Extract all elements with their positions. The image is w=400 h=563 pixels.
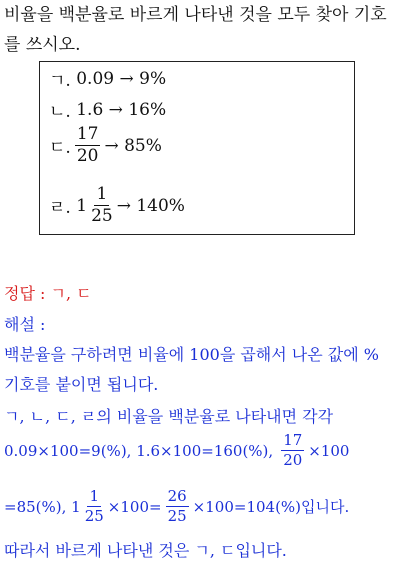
- option-a-label: ㄱ.: [49, 71, 71, 91]
- option-d: [49, 186, 185, 225]
- option-b: [49, 97, 166, 122]
- answer-value: ㄱ, ㄷ: [50, 284, 92, 303]
- option-d-rest: → 140%: [116, 195, 185, 216]
- option-c-denominator: 20: [76, 146, 99, 166]
- explanation-line-5-fraction-2-numerator: 26: [167, 487, 187, 505]
- option-d-whole: 1: [76, 195, 88, 216]
- explanation-line-5-fraction-2: [166, 489, 189, 524]
- option-d-label: ㄹ.: [49, 198, 71, 218]
- explanation-line-5-fraction-1: [85, 489, 104, 524]
- option-b-label: ㄴ.: [49, 102, 71, 122]
- option-d-numerator: 1: [96, 184, 108, 204]
- question-line-1: 비율을 백분율로 바르게 나타낸 것을 모두 찾아 기호: [4, 5, 387, 25]
- explanation-line-5-part-2: ×100=: [107, 497, 162, 516]
- explanation-label: 해설 :: [4, 315, 46, 334]
- option-d-fraction: [91, 186, 113, 225]
- option-b-expr: 1.6 → 16%: [76, 99, 167, 120]
- explanation-line-4: [4, 433, 349, 468]
- explanation-line-3: ㄱ, ㄴ, ㄷ, ㄹ의 비율을 백분율로 나타내면 각각: [4, 407, 334, 426]
- explanation-line-2: 기호를 붙이면 됩니다.: [4, 375, 159, 394]
- option-c-numerator: 17: [76, 124, 99, 144]
- explanation-line-5-fraction-1-denominator: 25: [84, 507, 104, 525]
- option-c-fraction: [75, 126, 101, 165]
- explanation-line-4-part-2: ×100: [308, 441, 350, 460]
- option-c-rest: → 85%: [104, 135, 162, 156]
- option-c-label: ㄷ.: [49, 138, 71, 158]
- explanation-line-5-part-1: =85(%), 1: [4, 497, 81, 516]
- answer-label: 정답 :: [4, 284, 46, 303]
- explanation-line-5-fraction-1-numerator: 1: [89, 487, 100, 505]
- explanation-line-4-fraction: [281, 433, 304, 468]
- answer-line: [4, 284, 92, 304]
- explanation-line-4-numerator: 17: [283, 431, 303, 449]
- explanation-line-5-part-3: ×100=104(%)입니다.: [192, 497, 350, 516]
- explanation-line-4-denominator: 20: [283, 451, 303, 469]
- explanation-line-5: [4, 489, 349, 524]
- explanation-line-6: 따라서 바르게 나타낸 것은 ㄱ, ㄷ입니다.: [4, 541, 287, 560]
- option-a: [49, 66, 166, 91]
- question-line-2: 를 쓰시오.: [4, 35, 81, 55]
- option-c: [49, 126, 162, 165]
- explanation-line-5-fraction-2-denominator: 25: [167, 507, 187, 525]
- explanation-line-1: 백분율을 구하려면 비율에 100을 곱해서 나온 값에 %: [4, 345, 380, 364]
- option-a-expr: 0.09 → 9%: [76, 68, 167, 89]
- explanation-line-4-part-1: 0.09×100=9(%), 1.6×100=160(%),: [4, 441, 274, 460]
- option-d-denominator: 25: [91, 206, 113, 226]
